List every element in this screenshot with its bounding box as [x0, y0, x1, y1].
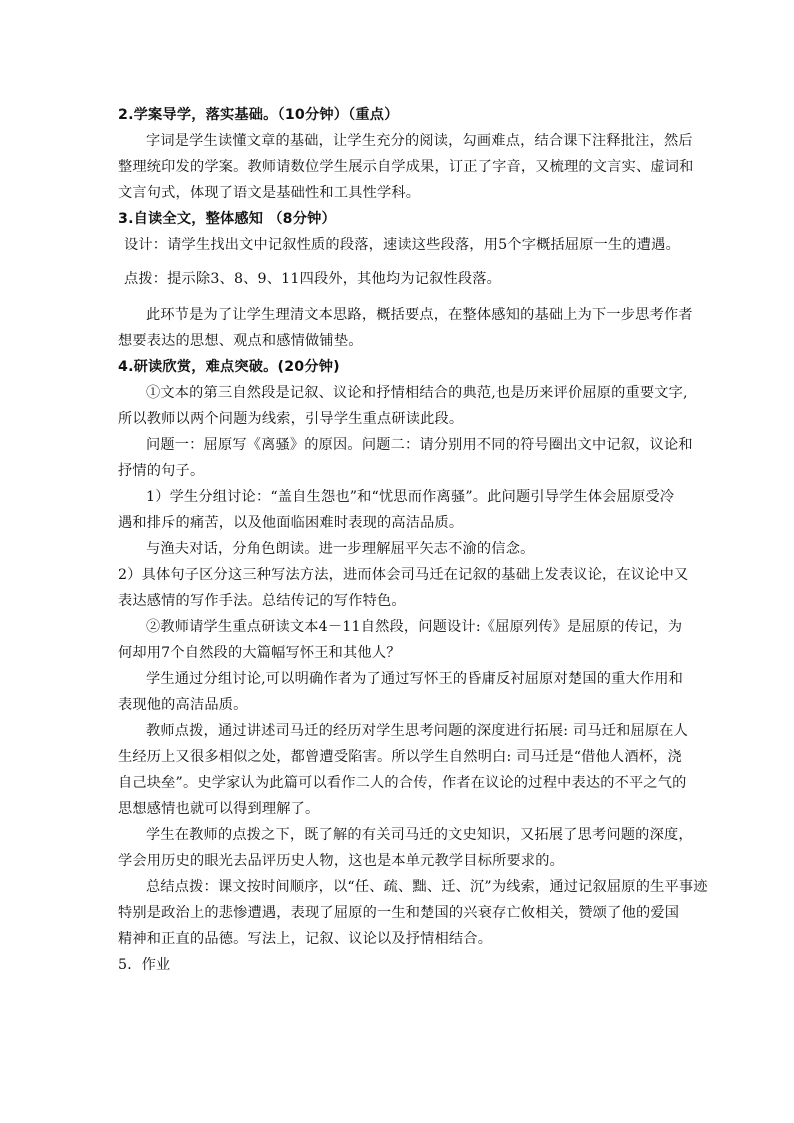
- section-4-line-21: 特别是政治上的悲惨遭遇，表现了屈原的一生和楚国的兴衰存亡攸相关，赞颂了他的爱国: [118, 905, 680, 921]
- section-4-line-1: ①文本的第三自然段是记叙、议论和抒情相结合的典范,也是历来评价屈原的重要文字,: [146, 385, 688, 401]
- section-4-line-15: 生经历上又很多相似之处，都曾遭受陷害。所以学生自然明白: 司马迁是“借他人酒杯，浇: [118, 749, 682, 765]
- section-4-line-9: 表达感情的写作手法。总结传记的写作特色。: [118, 593, 406, 609]
- section-4-line-19: 学会用历史的眼光去品评历史人物，这也是本单元教学目标所要求的。: [118, 853, 565, 869]
- section-4-line-20: 总结点拨：课文按时间顺序，以“任、疏、黜、迁、沉”为线索，通过记叙屈原的生平事迹: [146, 879, 708, 895]
- section-3-line-1: 此环节是为了让学生理清文本思路，概括要点，在整体感知的基础上为下一步思考作者: [146, 307, 693, 323]
- document-page: [118, 102, 708, 978]
- section-2-line-3: 文言句式，体现了语文是基础性和工具性学科。: [118, 185, 421, 201]
- section-5-heading: 5．作业: [118, 957, 171, 973]
- section-2-heading: 2.学案导学，落实基础。（10分钟）（重点）: [118, 107, 399, 123]
- section-4-line-10: ②教师请学生重点研读文本4－11自然段，问题设计:《屈原列传》是屈原的传记，为: [146, 619, 683, 635]
- section-4-line-6: 遇和排斥的痛苦，以及他面临困难时表现的高洁品质。: [118, 515, 464, 531]
- section-4-line-5: 1）学生分组讨论：“盖自生怨也”和“忧思而作离骚”。此问题引导学生体会屈原受冷: [146, 489, 675, 505]
- section-4-line-11: 何却用7个自然段的大篇幅写怀王和其他人？: [118, 645, 401, 661]
- section-4-line-22: 精神和正直的品德。写法上，记叙、议论以及抒情相结合。: [118, 931, 493, 947]
- section-4-line-2: 所以教师以两个问题为线索，引导学生重点研读此段。: [118, 411, 464, 427]
- section-4-line-8: 2）具体句子区分这三种写法方法，进而体会司马迁在记叙的基础上发表议论，在议论中又: [118, 567, 689, 583]
- section-4-line-13: 表现他的高洁品质。: [118, 697, 248, 713]
- section-4-line-12: 学生通过分组讨论,可以明确作者为了通过写怀王的昏庸反衬屈原对楚国的重大作用和: [146, 671, 684, 687]
- section-4-line-16: 自己块垒”。史学家认为此篇可以看作二人的合传，作者在议论的过程中表达的不平之气的: [118, 775, 687, 791]
- section-3-hint: 点拨：提示除3、8、9、11四段外，其他均为记叙性段落。: [124, 271, 502, 287]
- section-4-line-14: 教师点拨，通过讲述司马迁的经历对学生思考问题的深度进行拓展: 司马迁和屈原在人: [146, 723, 689, 739]
- section-2-line-2: 整理统印发的学案。教师请数位学生展示自学成果，订正了字音，又梳理的文言实、虚词和: [118, 159, 694, 175]
- section-4-line-18: 学生在教师的点拨之下，既了解的有关司马迁的文史知识，又拓展了思考问题的深度，: [146, 827, 693, 843]
- section-4-line-7: 与渔夫对话，分角色朗读。进一步理解屈平矢志不渝的信念。: [146, 541, 535, 557]
- section-4-line-3: 问题一：屈原写《离骚》的原因。问题二：请分别用不同的符号圈出文中记叙，议论和: [146, 437, 693, 453]
- section-4-line-4: 抒情的句子。: [118, 463, 205, 479]
- section-4-heading: 4.研读欣赏，难点突破。(20分钟): [118, 359, 340, 375]
- section-3-design: 设计：请学生找出文中记叙性质的段落，速读这些段落，用5个字概括屈原一生的遭遇。: [124, 237, 680, 253]
- section-3-line-2: 想要表达的思想、观点和感情做铺垫。: [118, 333, 363, 349]
- section-4-line-17: 思想感情也就可以得到理解了。: [118, 801, 320, 817]
- section-2-line-1: 字词是学生读懂文章的基础，让学生充分的阅读，勾画难点，结合课下注释批注，然后: [146, 133, 693, 149]
- section-3-heading: 3.自读全文，整体感知 （8分钟）: [118, 211, 336, 227]
